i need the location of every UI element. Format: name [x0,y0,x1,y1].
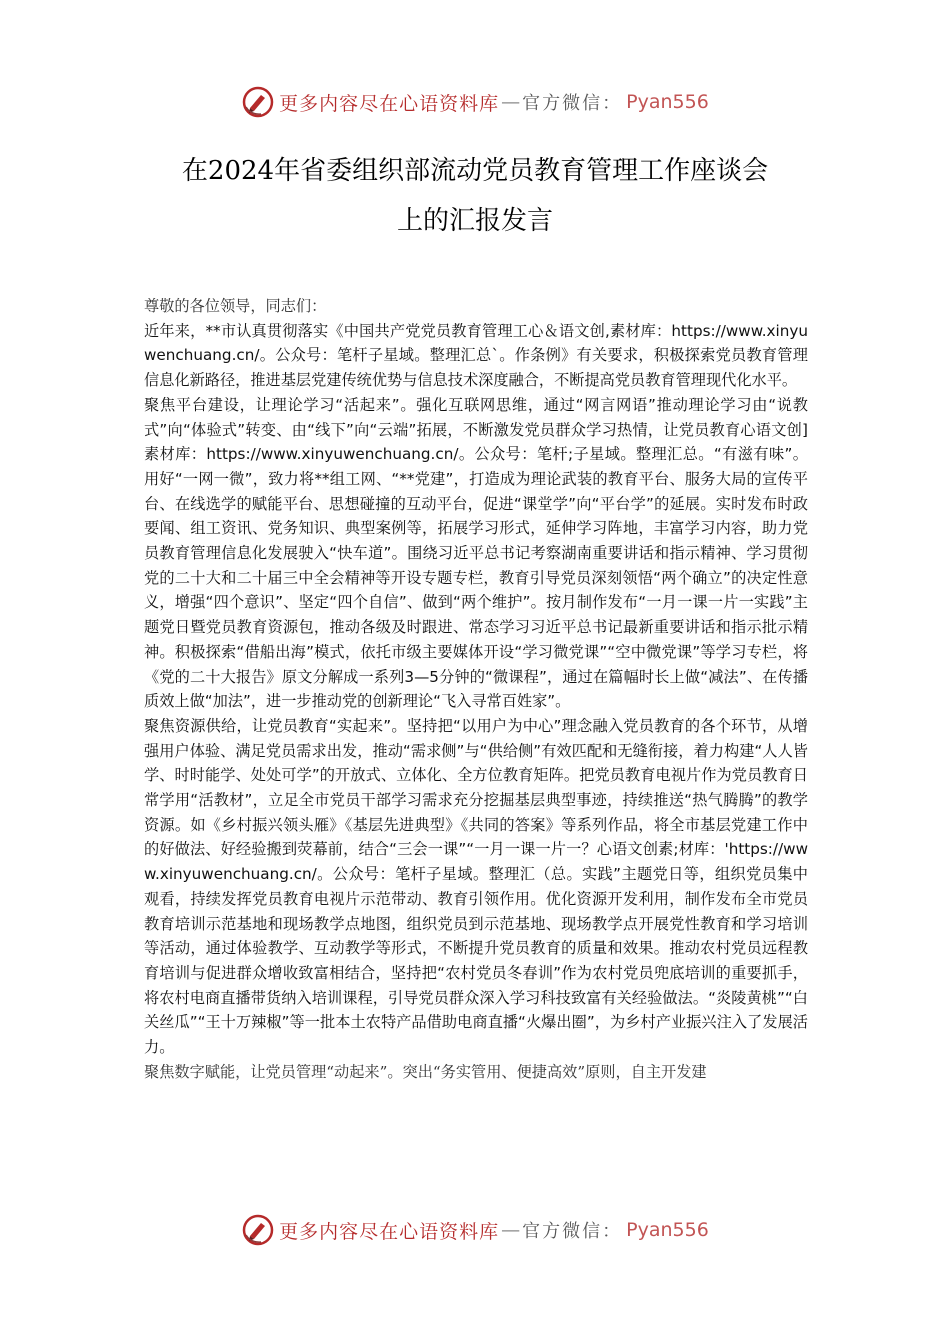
separator-dash: — [501,1219,521,1241]
brand-name: 更多内容尽在心语资料库 [279,92,500,115]
separator-dash: — [501,91,521,113]
title-line-2: 上的汇报发言 [396,206,553,236]
paragraph-intro: 近年来，**市认真贯彻落实《中国共产党党员教育管理工心＆语文创,素材库：https://www.xinyuwenchuang.cn/。公众号：笔杆子星域。整理汇总`。作条例》有关要求，积极探索党员教育管理信息化新路径，推进基层党建传统优势与信息技术深度融合，不断提高党员教育管理现代化水平。 [144,321,808,390]
pen-logo-icon [241,85,275,119]
wechat-id: Pyan556 [626,91,709,113]
document-body [144,294,808,1085]
paragraph-digital: 聚焦数字赋能，让党员管理“动起来”。突出“务实管用、便捷高效”原则，自主开发建 [144,1062,707,1081]
paragraph-platform: 聚焦平台建设，让理论学习“活起来”。强化互联网思维，通过“网言网语”推动理论学习由“说教式”向“体验式”转变、由“线下”向“云端”拓展，不断激发党员群众学习热情，让党员教育心语文创]素材库：https://www.xinyuwenchuang.cn/。公众号：笔杆;子星域。整理汇总。“有滋有味”。用好“一网一微”，致力将**组工网、“**党建”，打造成为理论武装的教育平台、服务大局的宣传平台、在线选学的赋能平台、思想碰撞的互动平台，促进“课堂学”向“平台学”的延展。实时发布时政要闻、组工资讯、党务知识、典型案例等，拓展学习形式，延伸学习阵地，丰富学习内容，助力党员教育管理信息化发展驶入“快车道”。围绕习近平总书记考察湖南重要讲话和指示精神、学习贯彻党的二十大和二十届三中全会精神等开设专题专栏，教育引导党员深刻领悟“两个确立”的决定性意义，增强“四个意识”、坚定“四个自信”、做到“两个维护”。按月制作发布“一月一课一片一实践”主题党日暨党员教育资源包，推动各级及时跟进、常态学习习近平总书记最新重要讲话和指示批示精神。积极探索“借船出海”模式，依托市级主要媒体开设“学习微党课”“空中微党课”等学习专栏，将《党的二十大报告》原文分解成一系列3—5分钟的“微课程”，通过在篇幅时长上做“减法”、在传播质效上做“加法”，进一步推动党的创新理论“飞入寻常百姓家”。 [144,395,808,711]
pen-logo-icon [241,1213,275,1247]
header-watermark-banner [0,82,950,122]
wechat-id: Pyan556 [626,1219,709,1241]
document-title [120,146,830,246]
wechat-label: 官方微信： [522,1221,623,1242]
paragraph-resources: 聚焦资源供给，让党员教育“实起来”。坚持把“以用户为中心”理念融入党员教育的各个环节，从增强用户体验、满足党员需求出发，推动“需求侧”与“供给侧”有效匹配和无缝衔接，着力构建“人人皆学、时时能学、处处可学”的开放式、立体化、全方位教育矩阵。把党员教育电视片作为党员教育日常学用“活教材”，立足全市党员干部学习需求充分挖掘基层典型事迹，持续推送“热气腾腾”的教学资源。如《乡村振兴领头雁》《基层先进典型》《共同的答案》等系列作品，将全市基层党建工作中的好做法、好经验搬到荧幕前，结合“三会一课”“一月一课一片一？心语文创素;材库：'https://www.xinyuwenchuang.cn/。公众号：笔杆子星域。整理汇（总。实践”主题党日等，组织党员集中观看，持续发挥党员教育电视片示范带动、教育引领作用。优化资源开发利用，制作发布全市党员教育培训示范基地和现场教学点地图，组织党员到示范基地、现场教学点开展党性教育和学习培训等活动，通过体验教学、互动教学等形式，不断提升党员教育的质量和效果。推动农村党员远程教育培训与促进群众增收致富相结合，坚持把“农村党员冬春训”作为农村党员兜底培训的重要抓手，将农村电商直播带货纳入培训课程，引导党员群众深入学习科技致富有关经验做法。“炎陵黄桃”“白关丝瓜”“王十万辣椒”等一批本土农特产品借助电商直播“火爆出圈”，为乡村产业振兴注入了发展活力。 [144,716,808,1057]
salutation: 尊敬的各位领导，同志们： [144,297,327,315]
footer-watermark-banner [0,1210,950,1250]
title-line-1: 在2024年省委组织部流动党员教育管理工作座谈会 [181,156,769,186]
wechat-label: 官方微信： [522,93,623,114]
brand-name: 更多内容尽在心语资料库 [279,1220,500,1243]
